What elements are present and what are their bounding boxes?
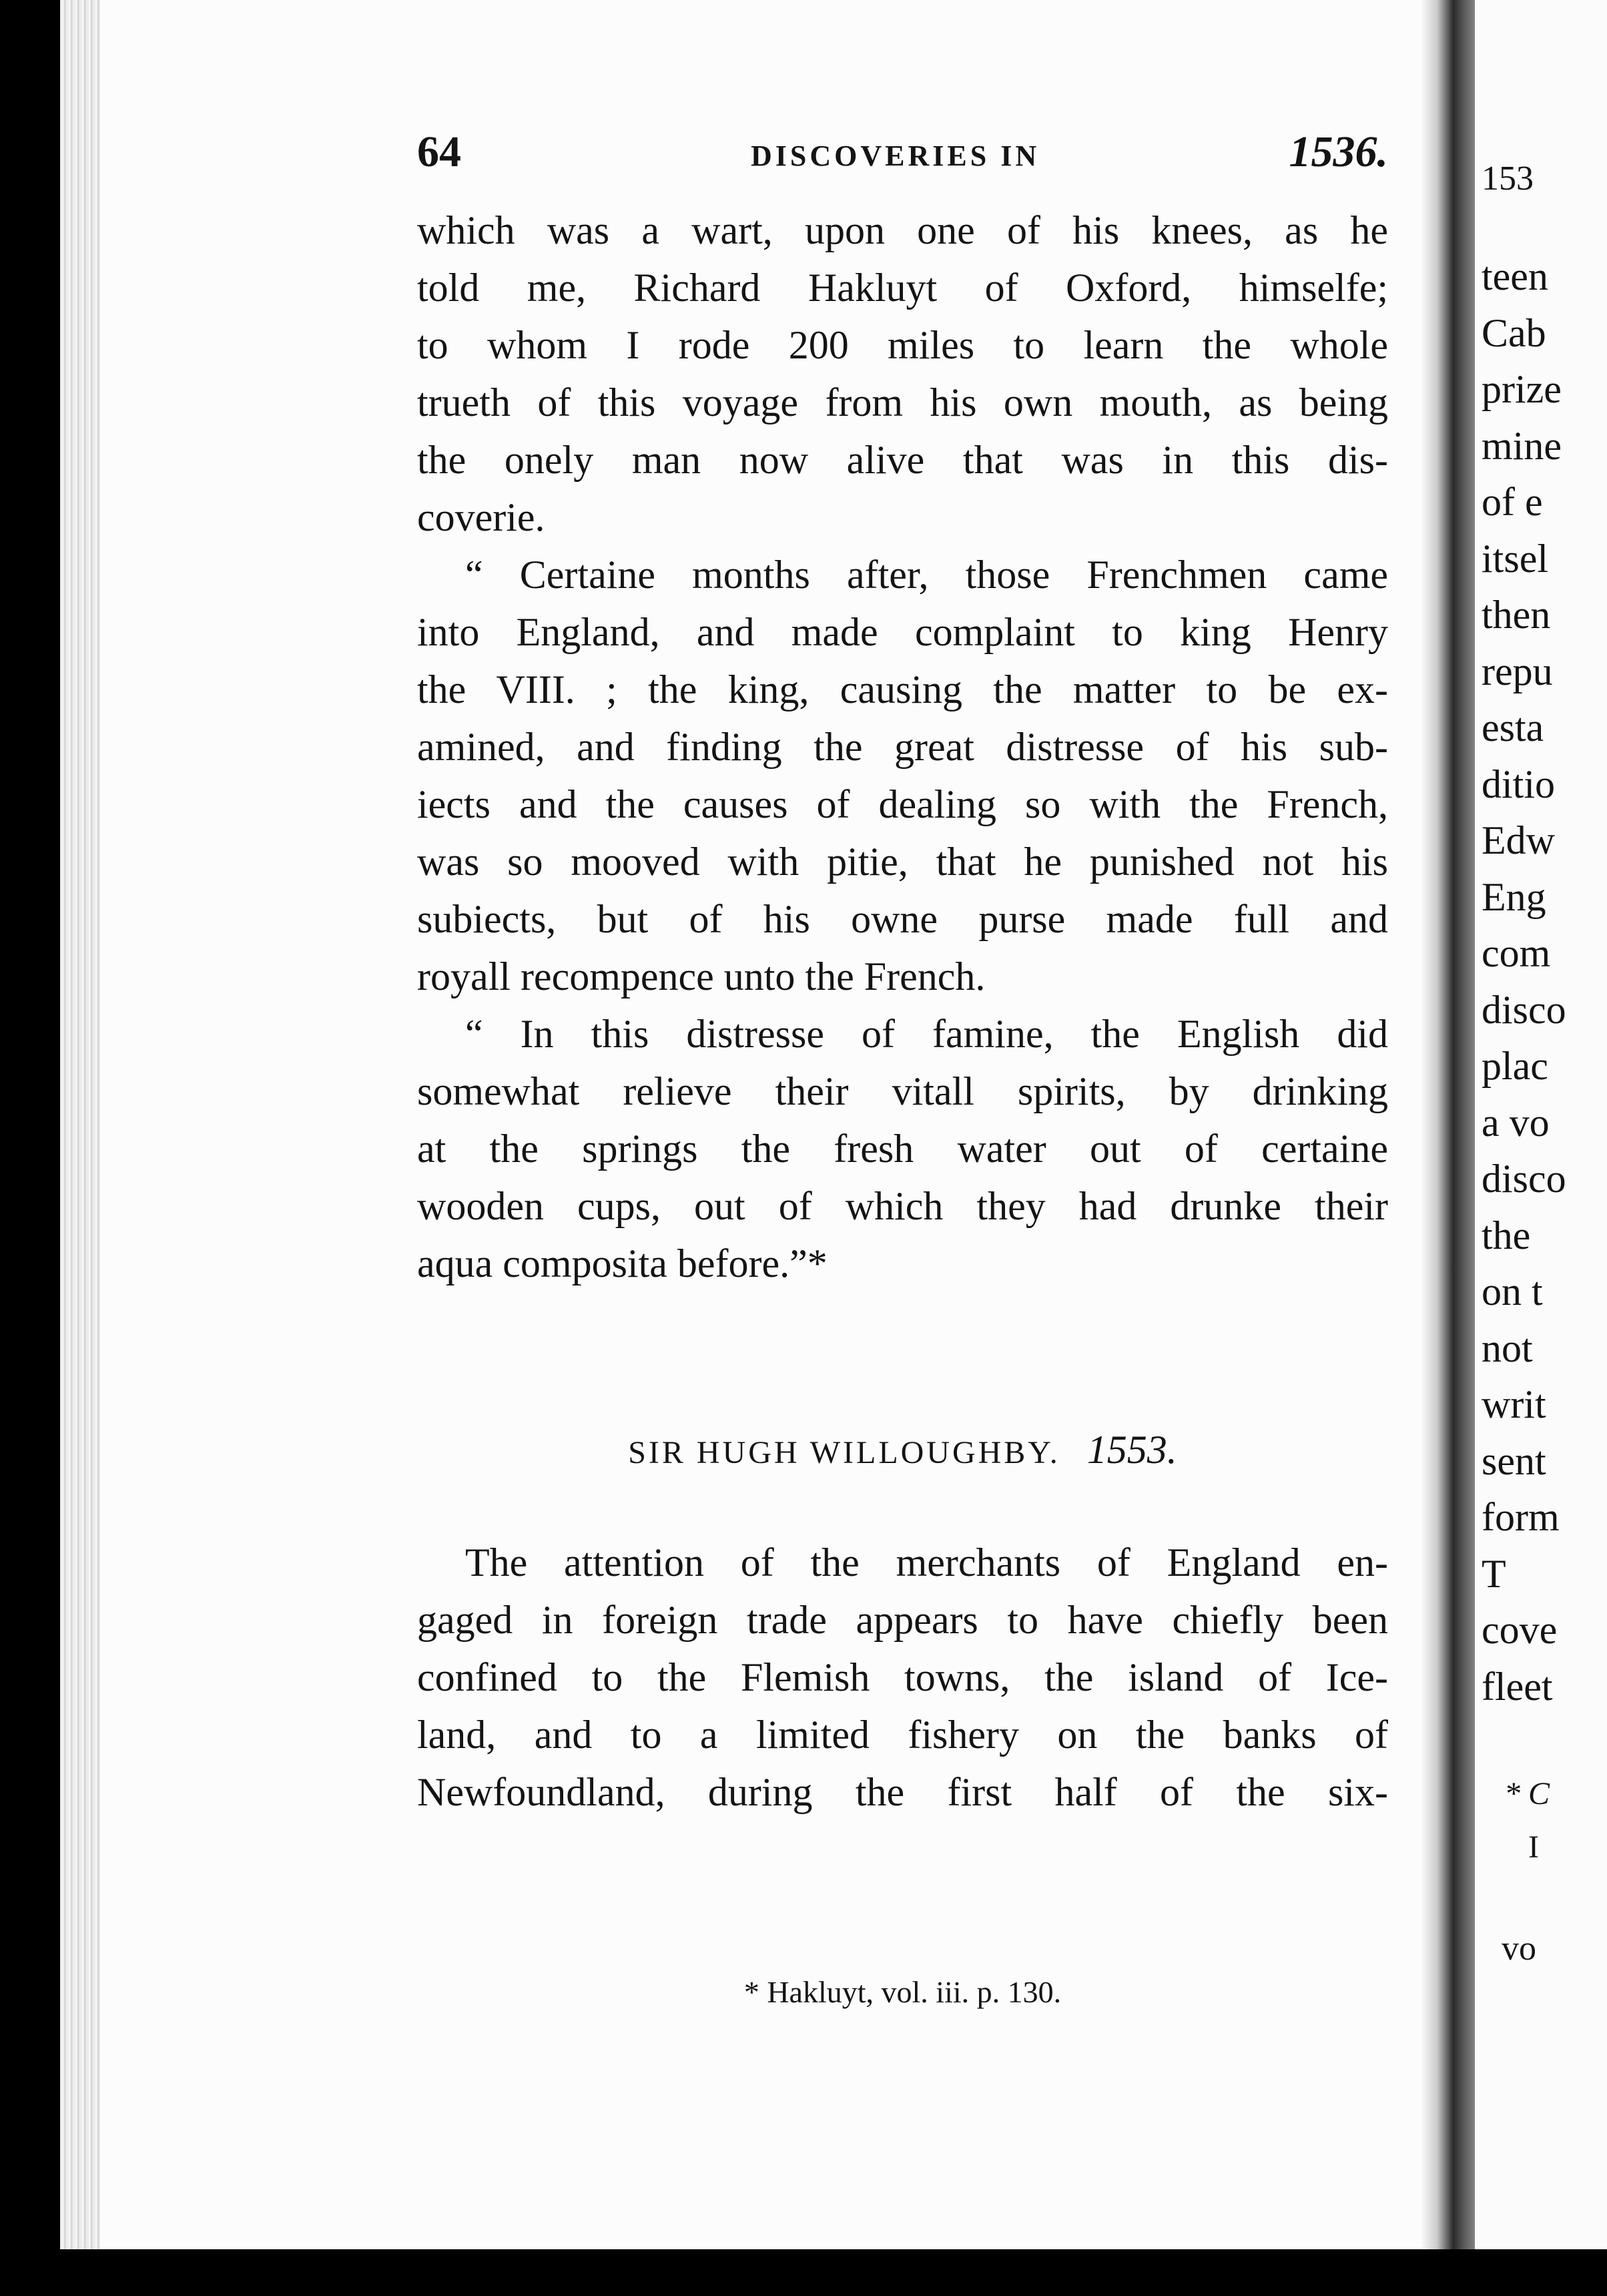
text-line: the onely man now alive that was in this dis-: [417, 438, 1388, 482]
text-line: was so mooved with pitie, that he punished not his: [417, 840, 1388, 884]
paragraph-2: [417, 546, 1388, 1005]
text-line: The attention of the merchants of England en-: [465, 1540, 1388, 1585]
paragraph-1: [417, 202, 1388, 546]
facing-page-line: not: [1482, 1326, 1533, 1370]
text-line: gaged in foreign trade appears to have chiefly been: [417, 1598, 1388, 1642]
text-line: at the springs the fresh water out of certaine: [417, 1127, 1388, 1171]
facing-page-line: teen: [1482, 254, 1548, 298]
text-line: into England, and made complaint to king Henry: [417, 610, 1388, 654]
section-heading: [417, 1427, 1388, 1473]
facing-page-line: T: [1482, 1551, 1506, 1596]
facing-page-line: cove: [1482, 1608, 1558, 1652]
facing-page-line: of e: [1482, 480, 1543, 524]
facing-page-line: Cab: [1482, 310, 1546, 355]
running-title: DISCOVERIES IN: [751, 139, 1040, 172]
facing-page-header: 153: [1482, 160, 1534, 198]
text-line: royall recompence unto the French.: [417, 954, 986, 998]
facing-page-line: form: [1482, 1495, 1560, 1539]
text-line: land, and to a limited fishery on the banks of: [417, 1713, 1388, 1757]
text-line: to whom I rode 200 miles to learn the whole: [417, 323, 1388, 367]
text-line: somewhat relieve their vitall spirits, by drinking: [417, 1069, 1388, 1113]
facing-page-line: esta: [1482, 705, 1544, 750]
scan-shadow: [0, 2249, 1607, 2296]
text-line: told me, Richard Hakluyt of Oxford, himselfe;: [417, 266, 1388, 310]
text-line: subiects, but of his owne purse made full and: [417, 897, 1388, 941]
facing-page-line: Edw: [1482, 818, 1555, 862]
facing-page-line: a vo: [1482, 1100, 1550, 1145]
facing-page: [1475, 0, 1607, 2296]
section-heading-year: 1553.: [1086, 1428, 1177, 1472]
text-line: which was a wart, upon one of his knees, as he: [417, 208, 1388, 252]
facing-page-line: mine: [1482, 423, 1562, 468]
text-line: aqua composita before.”*: [417, 1241, 828, 1285]
facing-page-line: the: [1482, 1213, 1531, 1257]
text-line: the VIII. ; the king, causing the matter to be ex-: [417, 667, 1388, 711]
facing-page-footnote: vo: [1502, 1930, 1536, 1968]
facing-page-line: ditio: [1482, 762, 1556, 806]
facing-page-line: Eng: [1482, 874, 1546, 919]
facing-page-line: disco: [1482, 987, 1566, 1032]
text-line: wooden cups, out of which they had drunke their: [417, 1184, 1388, 1228]
text-line: confined to the Flemish towns, the island of Ice-: [417, 1655, 1388, 1699]
text-line: trueth of this voyage from his own mouth, as being: [417, 380, 1388, 424]
facing-page-line: writ: [1482, 1382, 1546, 1426]
section-heading-title: SIR HUGH WILLOUGHBY.: [628, 1435, 1060, 1470]
text-line: Newfoundland, during the first half of the six-: [417, 1770, 1388, 1814]
facing-page-line: fleet: [1482, 1664, 1553, 1709]
paragraph-3: [417, 1005, 1388, 1292]
facing-page-footnote: I: [1528, 1829, 1539, 1865]
facing-page-line: then: [1482, 593, 1551, 637]
facing-page-line: repu: [1482, 649, 1553, 693]
facing-page-line: sent: [1482, 1438, 1546, 1483]
facing-page-line: itsel: [1482, 536, 1548, 581]
facing-page-line: com: [1482, 931, 1551, 975]
section-paragraph: [417, 1534, 1388, 1821]
text-line: amined, and finding the great distresse of his sub-: [417, 725, 1388, 769]
facing-page-line: disco: [1482, 1157, 1566, 1201]
facing-page-line: plac: [1482, 1044, 1548, 1088]
facing-page-line: prize: [1482, 367, 1562, 411]
footnote: * Hakluyt, vol. iii. p. 130.: [743, 1975, 1062, 2009]
facing-page-line: on t: [1482, 1269, 1543, 1314]
page-number: 64: [417, 127, 461, 176]
text-line: iects and the causes of dealing so with the French,: [417, 782, 1388, 826]
running-year: 1536.: [1289, 127, 1388, 176]
facing-page-footnote: * C: [1504, 1776, 1550, 1811]
text-line: coverie.: [417, 495, 545, 539]
facing-page-lines: [1482, 248, 1566, 1715]
running-head: [417, 127, 1388, 180]
text-line: “ Certaine months after, those Frenchmen came: [465, 553, 1388, 597]
text-line: “ In this distresse of famine, the English did: [465, 1012, 1388, 1056]
